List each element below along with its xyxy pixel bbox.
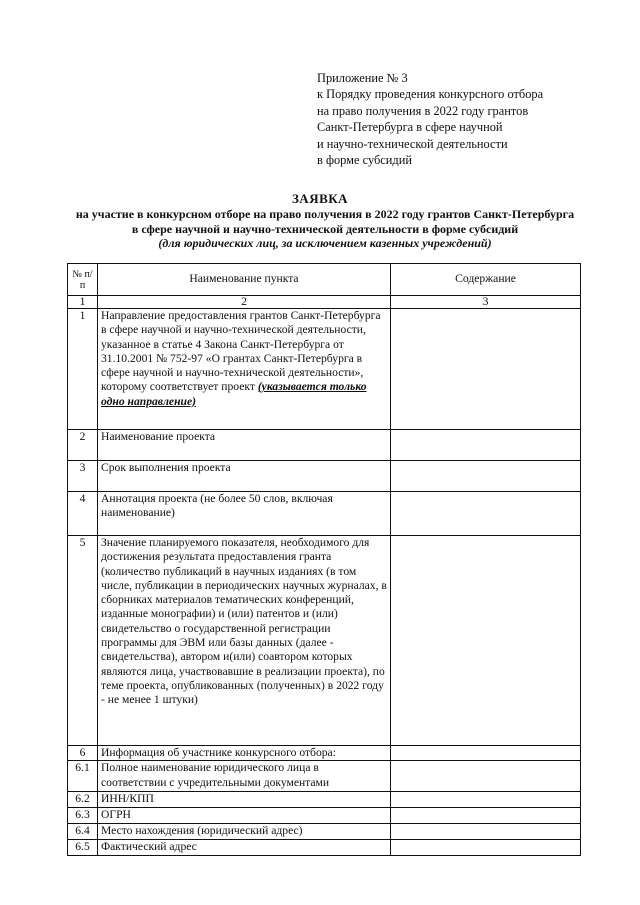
row-num: 6 xyxy=(68,746,98,761)
row-num: 6.5 xyxy=(68,840,98,856)
row-num: 2 xyxy=(68,430,98,461)
content-cell[interactable] xyxy=(391,536,581,746)
row-label: ОГРН xyxy=(98,808,391,824)
table-row xyxy=(68,792,581,808)
row-label: Значение планируемого показателя, необходимого для достижения результата предоставления гранта (количество публикаций в научных изданиях (в том числе, публикации в периодических научных журналах, в сборниках материалов тематических конференций, изданные монографии) и (или) патентов и (или) свидетельство о государственной регистрации программы для ЭВМ или базы данных (далее - свидетельства), автором и(или) соавтором которых являются лица, участвовавшие в реализации проекта), по теме проекта, опубликованных (полученных) в 2022 году - не менее 1 штуки) xyxy=(98,536,391,746)
row-label: Аннотация проекта (не более 50 слов, включая наименование) xyxy=(98,492,391,536)
table-row xyxy=(68,761,581,792)
document-title: ЗАЯВКА xyxy=(291,191,349,206)
row-text: Направление предоставления грантов Санкт-Петербурга в сфере научной и научно-технической деятельности, указанное в статье 4 Закона Санкт-Петербурга от 31.10.2001 № 752-97 «О грантах Санкт-Петербурга в сфере научной и научно-технической деятельности», которому соответствует проект xyxy=(101,309,381,394)
subtitle-note: (для юридических лиц, за исключением казенных учреждений) xyxy=(158,236,492,250)
appendix-line: на право получения в 2022 году грантов xyxy=(317,103,529,118)
content-cell[interactable] xyxy=(391,430,581,461)
header-name: Наименование пункта xyxy=(98,264,391,296)
row-label: Срок выполнения проекта xyxy=(98,461,391,492)
appendix-line: Санкт-Петербурга в сфере научной xyxy=(317,120,503,135)
row-num: 1 xyxy=(68,309,98,430)
content-cell[interactable] xyxy=(391,461,581,492)
row-label: Фактический адрес xyxy=(98,840,391,856)
col-number: 1 xyxy=(68,296,98,309)
appendix-line: Приложение № 3 xyxy=(317,71,408,85)
appendix-line: и научно-технической деятельности xyxy=(317,136,508,151)
header-content: Содержание xyxy=(391,264,581,296)
col-number: 2 xyxy=(98,296,391,309)
table-row xyxy=(68,824,581,840)
row-note: (указывается только одно направление) xyxy=(101,380,367,408)
table-row xyxy=(68,536,581,746)
application-table xyxy=(67,263,581,856)
row-label: Место нахождения (юридический адрес) xyxy=(98,824,391,840)
row-num: 6.1 xyxy=(68,761,98,792)
content-cell[interactable] xyxy=(391,840,581,856)
table-header-row xyxy=(68,264,581,296)
row-num: 4 xyxy=(68,492,98,536)
content-cell[interactable] xyxy=(391,309,581,430)
content-cell[interactable] xyxy=(391,746,581,761)
table-row xyxy=(68,430,581,461)
table-row xyxy=(68,461,581,492)
row-label xyxy=(98,309,391,430)
subtitle-line: в сфере научной и научно-технической деятельности в форме субсидий xyxy=(131,221,519,236)
table-row xyxy=(68,309,581,430)
row-num: 5 xyxy=(68,536,98,746)
row-num: 6.2 xyxy=(68,792,98,808)
content-cell[interactable] xyxy=(391,808,581,824)
table-row xyxy=(68,840,581,856)
content-cell[interactable] xyxy=(391,792,581,808)
subtitle-line: на участие в конкурсном отборе на право получения в 2022 году грантов Санкт-Петербурга xyxy=(75,207,575,221)
row-label: Наименование проекта xyxy=(98,430,391,461)
header-num: № п/п xyxy=(68,264,98,296)
row-label: ИНН/КПП xyxy=(98,792,391,808)
row-num: 3 xyxy=(68,461,98,492)
appendix-note xyxy=(317,70,543,168)
row-label: Информация об участнике конкурсного отбора: xyxy=(98,746,391,761)
appendix-line: в форме субсидий xyxy=(317,153,412,168)
row-num: 6.3 xyxy=(68,808,98,824)
col-number: 3 xyxy=(391,296,581,309)
appendix-line: к Порядку проведения конкурсного отбора xyxy=(317,87,544,102)
row-num: 6.4 xyxy=(68,824,98,840)
document-subtitle xyxy=(40,207,610,251)
row-label: Полное наименование юридического лица в соответствии с учредительными документами xyxy=(98,761,391,792)
content-cell[interactable] xyxy=(391,824,581,840)
content-cell[interactable] xyxy=(391,492,581,536)
table-row xyxy=(68,746,581,761)
content-cell[interactable] xyxy=(391,761,581,792)
table-row xyxy=(68,808,581,824)
table-row xyxy=(68,492,581,536)
column-number-row xyxy=(68,296,581,309)
